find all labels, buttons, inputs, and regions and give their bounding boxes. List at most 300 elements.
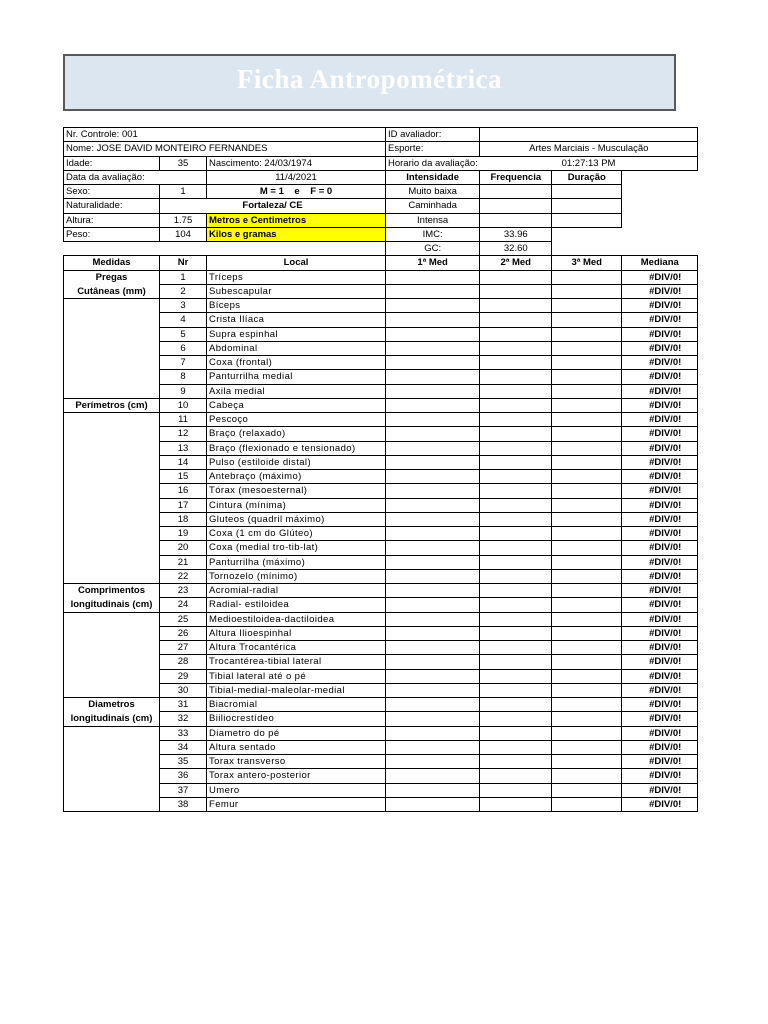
row-med1-input[interactable] xyxy=(386,427,480,441)
row-med1-input[interactable] xyxy=(386,683,480,697)
row-med3-input[interactable] xyxy=(552,327,622,341)
row-local: Axila medial xyxy=(207,384,386,398)
row-med2-input[interactable] xyxy=(480,797,552,811)
table-row xyxy=(64,427,698,441)
header-mediana: Mediana xyxy=(622,256,698,270)
nome-label: Nome: JOSE DAVID MONTEIRO FERNANDES xyxy=(64,142,386,156)
row-mediana: #DIV/0! xyxy=(622,327,698,341)
group-cell xyxy=(64,641,160,655)
table-row xyxy=(64,555,698,569)
idade-value[interactable]: 35 xyxy=(160,156,207,170)
row-med3-input[interactable] xyxy=(552,769,622,783)
row-local: Coxa (frontal) xyxy=(207,356,386,370)
row-local: Braço (flexionado e tensionado) xyxy=(207,441,386,455)
row-nr: 25 xyxy=(160,612,207,626)
row-med2-input[interactable] xyxy=(480,427,552,441)
row-med3-input[interactable] xyxy=(552,584,622,598)
row-med3-input[interactable] xyxy=(552,598,622,612)
row-med1-input[interactable] xyxy=(386,783,480,797)
row-nr: 24 xyxy=(160,598,207,612)
header-row-sexo xyxy=(64,185,698,199)
row-mediana: #DIV/0! xyxy=(622,284,698,298)
row-med2-input[interactable] xyxy=(480,740,552,754)
row-nr: 10 xyxy=(160,398,207,412)
row-nr: 31 xyxy=(160,698,207,712)
group-perimetros-label: Perímetros (cm) xyxy=(64,398,160,412)
table-row xyxy=(64,740,698,754)
row-nr: 34 xyxy=(160,740,207,754)
row-med1-input[interactable] xyxy=(386,669,480,683)
row-mediana: #DIV/0! xyxy=(622,498,698,512)
row-med2-input[interactable] xyxy=(480,769,552,783)
row-local: Gluteos (quadril máximo) xyxy=(207,512,386,526)
row-nr: 15 xyxy=(160,470,207,484)
row-med1-input[interactable] xyxy=(386,598,480,612)
intensidade-caminhada: Caminhada xyxy=(386,199,480,213)
header-row-controle xyxy=(64,128,698,142)
sexo-label: Sexo: xyxy=(64,185,160,199)
row-med1-input[interactable] xyxy=(386,569,480,583)
horario-value[interactable]: 01:27:13 PM xyxy=(480,156,698,170)
row-local: Umero xyxy=(207,783,386,797)
row-med3-input[interactable] xyxy=(552,313,622,327)
header-row-naturalidade xyxy=(64,199,698,213)
row-nr: 32 xyxy=(160,712,207,726)
group-diametros-label-2: longitudinais (cm) xyxy=(64,712,160,726)
row-med2-input[interactable] xyxy=(480,313,552,327)
row-med3-input[interactable] xyxy=(552,626,622,640)
table-row xyxy=(64,299,698,313)
group-cell xyxy=(64,527,160,541)
group-cell xyxy=(64,612,160,626)
row-med3-input[interactable] xyxy=(552,755,622,769)
row-med2-input[interactable] xyxy=(480,683,552,697)
row-med1-input[interactable] xyxy=(386,498,480,512)
row-med3-input[interactable] xyxy=(552,299,622,313)
row-nr: 28 xyxy=(160,655,207,669)
group-cell xyxy=(64,441,160,455)
row-med2-input[interactable] xyxy=(480,584,552,598)
header-row-altura xyxy=(64,213,698,227)
row-nr: 3 xyxy=(160,299,207,313)
row-local: Bíceps xyxy=(207,299,386,313)
table-row xyxy=(64,598,698,612)
row-mediana: #DIV/0! xyxy=(622,512,698,526)
row-local: Crista Ilíaca xyxy=(207,313,386,327)
imc-value: 33.96 xyxy=(480,227,552,241)
row-med3-input[interactable] xyxy=(552,541,622,555)
header-nr: Nr xyxy=(160,256,207,270)
row-local: Cabeça xyxy=(207,398,386,412)
row-med3-input[interactable] xyxy=(552,398,622,412)
group-cell xyxy=(64,327,160,341)
header-row-data xyxy=(64,170,698,184)
row-local: Altura sentado xyxy=(207,740,386,754)
row-med1-input[interactable] xyxy=(386,441,480,455)
table-row xyxy=(64,313,698,327)
row-med3-input[interactable] xyxy=(552,484,622,498)
group-cell xyxy=(64,413,160,427)
row-med1-input[interactable] xyxy=(386,527,480,541)
row-local: Antebraço (máximo) xyxy=(207,470,386,484)
row-med2-input[interactable] xyxy=(480,555,552,569)
data-label: Data da avaliação: xyxy=(64,170,207,184)
row-med1-input[interactable] xyxy=(386,769,480,783)
row-med2-input[interactable] xyxy=(480,783,552,797)
gc-label: GC: xyxy=(386,242,480,256)
row-med1-input[interactable] xyxy=(386,726,480,740)
idade-label: Idade: xyxy=(64,156,160,170)
row-med2-input[interactable] xyxy=(480,641,552,655)
row-local: Tibial-medial-maleolar-medial xyxy=(207,683,386,697)
row-med2-input[interactable] xyxy=(480,470,552,484)
row-local: Coxa (medial tro-tib-lat) xyxy=(207,541,386,555)
esporte-value[interactable]: Artes Marciais - Musculação xyxy=(480,142,698,156)
row-local: Tríceps xyxy=(207,270,386,284)
row-med1-input[interactable] xyxy=(386,626,480,640)
table-row xyxy=(64,484,698,498)
table-row xyxy=(64,626,698,640)
group-cell xyxy=(64,484,160,498)
row-local: Altura Trocantérica xyxy=(207,641,386,655)
row-local: Radial- estiloidea xyxy=(207,598,386,612)
table-row xyxy=(64,755,698,769)
row-med2-input[interactable] xyxy=(480,712,552,726)
row-mediana: #DIV/0! xyxy=(622,641,698,655)
row-local: Supra espinhal xyxy=(207,327,386,341)
row-nr: 1 xyxy=(160,270,207,284)
anthropometric-sheet xyxy=(63,127,698,812)
naturalidade-value[interactable]: Fortaleza/ CE xyxy=(160,199,386,213)
sexo-value[interactable]: 1 xyxy=(160,185,207,199)
row-med1-input[interactable] xyxy=(386,455,480,469)
row-mediana: #DIV/0! xyxy=(622,655,698,669)
row-local: Pescoço xyxy=(207,413,386,427)
group-pregas-label-2: Cutâneas (mm) xyxy=(64,284,160,298)
table-row xyxy=(64,356,698,370)
altura-value[interactable]: 1.75 xyxy=(160,213,207,227)
row-mediana: #DIV/0! xyxy=(622,569,698,583)
group-cell xyxy=(64,299,160,313)
row-mediana: #DIV/0! xyxy=(622,341,698,355)
row-nr: 2 xyxy=(160,284,207,298)
row-med2-input[interactable] xyxy=(480,370,552,384)
row-med1-input[interactable] xyxy=(386,584,480,598)
row-local: Tibial lateral até o pé xyxy=(207,669,386,683)
row-mediana: #DIV/0! xyxy=(622,626,698,640)
row-med2-input[interactable] xyxy=(480,341,552,355)
row-med1-input[interactable] xyxy=(386,398,480,412)
row-med2-input[interactable] xyxy=(480,413,552,427)
row-med1-input[interactable] xyxy=(386,755,480,769)
row-med3-input[interactable] xyxy=(552,569,622,583)
row-med3-input[interactable] xyxy=(552,441,622,455)
row-med1-input[interactable] xyxy=(386,384,480,398)
table-row xyxy=(64,270,698,284)
row-mediana: #DIV/0! xyxy=(622,555,698,569)
row-med1-input[interactable] xyxy=(386,541,480,555)
table-row xyxy=(64,797,698,811)
row-mediana: #DIV/0! xyxy=(622,755,698,769)
row-mediana: #DIV/0! xyxy=(622,413,698,427)
header-row-nome xyxy=(64,142,698,156)
row-local: Abdominal xyxy=(207,341,386,355)
frequencia-intensa[interactable] xyxy=(480,213,552,227)
header-med3: 3ª Med xyxy=(552,256,622,270)
table-row xyxy=(64,498,698,512)
row-local: Diametro do pé xyxy=(207,726,386,740)
row-local: Torax antero-posterior xyxy=(207,769,386,783)
row-med3-input[interactable] xyxy=(552,455,622,469)
row-mediana: #DIV/0! xyxy=(622,584,698,598)
peso-unit: Kilos e gramas xyxy=(207,227,386,241)
row-med2-input[interactable] xyxy=(480,626,552,640)
row-med2-input[interactable] xyxy=(480,484,552,498)
row-med2-input[interactable] xyxy=(480,398,552,412)
group-comprimentos-label-2: longitudinais (cm) xyxy=(64,598,160,612)
row-med1-input[interactable] xyxy=(386,370,480,384)
row-nr: 8 xyxy=(160,370,207,384)
row-med3-input[interactable] xyxy=(552,284,622,298)
row-med3-input[interactable] xyxy=(552,427,622,441)
row-local: Cintura (mínima) xyxy=(207,498,386,512)
row-mediana: #DIV/0! xyxy=(622,313,698,327)
row-med2-input[interactable] xyxy=(480,655,552,669)
row-med3-input[interactable] xyxy=(552,698,622,712)
table-row xyxy=(64,683,698,697)
group-comprimentos-label-1: Comprimentos xyxy=(64,584,160,598)
row-nr: 29 xyxy=(160,669,207,683)
table-row xyxy=(64,327,698,341)
group-cell xyxy=(64,541,160,555)
row-med2-input[interactable] xyxy=(480,384,552,398)
duracao-intensa[interactable] xyxy=(552,213,622,227)
row-med3-input[interactable] xyxy=(552,683,622,697)
row-nr: 16 xyxy=(160,484,207,498)
table-row xyxy=(64,655,698,669)
frequencia-header: Frequencia xyxy=(480,170,552,184)
intensidade-header: Intensidade xyxy=(386,170,480,184)
group-cell xyxy=(64,555,160,569)
table-row xyxy=(64,669,698,683)
row-med1-input[interactable] xyxy=(386,284,480,298)
row-mediana: #DIV/0! xyxy=(622,797,698,811)
row-nr: 30 xyxy=(160,683,207,697)
row-med3-input[interactable] xyxy=(552,384,622,398)
row-med3-input[interactable] xyxy=(552,641,622,655)
row-med3-input[interactable] xyxy=(552,470,622,484)
row-med3-input[interactable] xyxy=(552,740,622,754)
row-nr: 26 xyxy=(160,626,207,640)
group-cell xyxy=(64,769,160,783)
row-med1-input[interactable] xyxy=(386,612,480,626)
row-local: Coxa (1 cm do Glúteo) xyxy=(207,527,386,541)
row-nr: 12 xyxy=(160,427,207,441)
group-cell xyxy=(64,755,160,769)
row-med2-input[interactable] xyxy=(480,512,552,526)
row-med2-input[interactable] xyxy=(480,669,552,683)
row-med2-input[interactable] xyxy=(480,455,552,469)
row-med2-input[interactable] xyxy=(480,569,552,583)
row-med3-input[interactable] xyxy=(552,370,622,384)
row-mediana: #DIV/0! xyxy=(622,299,698,313)
row-med2-input[interactable] xyxy=(480,270,552,284)
row-med2-input[interactable] xyxy=(480,755,552,769)
row-med3-input[interactable] xyxy=(552,498,622,512)
table-row xyxy=(64,512,698,526)
row-mediana: #DIV/0! xyxy=(622,712,698,726)
row-mediana: #DIV/0! xyxy=(622,527,698,541)
frequencia-muito-baixa[interactable] xyxy=(480,185,552,199)
controle-label: Nr. Controle: 001 xyxy=(64,128,386,142)
peso-label: Peso: xyxy=(64,227,160,241)
table-row xyxy=(64,470,698,484)
group-cell xyxy=(64,669,160,683)
row-local: Biiliocrestídeo xyxy=(207,712,386,726)
row-mediana: #DIV/0! xyxy=(622,726,698,740)
row-nr: 36 xyxy=(160,769,207,783)
row-nr: 14 xyxy=(160,455,207,469)
group-diametros-label-1: Diametros xyxy=(64,698,160,712)
group-cell xyxy=(64,455,160,469)
group-cell xyxy=(64,356,160,370)
row-med3-input[interactable] xyxy=(552,783,622,797)
row-med3-input[interactable] xyxy=(552,669,622,683)
row-med1-input[interactable] xyxy=(386,655,480,669)
row-med1-input[interactable] xyxy=(386,555,480,569)
row-med1-input[interactable] xyxy=(386,470,480,484)
intensidade-intensa: Intensa xyxy=(386,213,480,227)
row-med3-input[interactable] xyxy=(552,512,622,526)
row-med1-input[interactable] xyxy=(386,484,480,498)
row-med3-input[interactable] xyxy=(552,356,622,370)
row-mediana: #DIV/0! xyxy=(622,427,698,441)
group-cell xyxy=(64,655,160,669)
table-row xyxy=(64,398,698,412)
row-local: Tornozelo (mínimo) xyxy=(207,569,386,583)
table-row xyxy=(64,769,698,783)
row-med3-input[interactable] xyxy=(552,341,622,355)
intensidade-muito-baixa: Muito baixa xyxy=(386,185,480,199)
row-nr: 6 xyxy=(160,341,207,355)
row-mediana: #DIV/0! xyxy=(622,541,698,555)
row-med1-input[interactable] xyxy=(386,740,480,754)
row-nr: 11 xyxy=(160,413,207,427)
table-row xyxy=(64,641,698,655)
row-med3-input[interactable] xyxy=(552,612,622,626)
table-row xyxy=(64,384,698,398)
row-med1-input[interactable] xyxy=(386,341,480,355)
row-med1-input[interactable] xyxy=(386,641,480,655)
group-cell xyxy=(64,569,160,583)
row-nr: 5 xyxy=(160,327,207,341)
row-med3-input[interactable] xyxy=(552,413,622,427)
row-med2-input[interactable] xyxy=(480,327,552,341)
row-med2-input[interactable] xyxy=(480,356,552,370)
header-med2: 2ª Med xyxy=(480,256,552,270)
table-row xyxy=(64,584,698,598)
duracao-caminhada[interactable] xyxy=(552,199,622,213)
row-med3-input[interactable] xyxy=(552,655,622,669)
row-med2-input[interactable] xyxy=(480,527,552,541)
row-med1-input[interactable] xyxy=(386,356,480,370)
group-cell xyxy=(64,740,160,754)
row-med2-input[interactable] xyxy=(480,498,552,512)
row-med1-input[interactable] xyxy=(386,698,480,712)
row-local: Femur xyxy=(207,797,386,811)
group-cell xyxy=(64,427,160,441)
group-cell xyxy=(64,797,160,811)
row-nr: 4 xyxy=(160,313,207,327)
group-cell xyxy=(64,783,160,797)
altura-unit: Metros e Centimetros xyxy=(207,213,386,227)
nascimento-label: Nascimento: 24/03/1974 xyxy=(207,156,386,170)
row-mediana: #DIV/0! xyxy=(622,612,698,626)
row-med1-input[interactable] xyxy=(386,327,480,341)
row-med1-input[interactable] xyxy=(386,313,480,327)
row-med2-input[interactable] xyxy=(480,299,552,313)
row-med1-input[interactable] xyxy=(386,712,480,726)
table-row xyxy=(64,612,698,626)
group-cell xyxy=(64,498,160,512)
row-mediana: #DIV/0! xyxy=(622,398,698,412)
row-mediana: #DIV/0! xyxy=(622,384,698,398)
row-med2-input[interactable] xyxy=(480,598,552,612)
row-med3-input[interactable] xyxy=(552,527,622,541)
row-nr: 35 xyxy=(160,755,207,769)
row-mediana: #DIV/0! xyxy=(622,740,698,754)
row-nr: 18 xyxy=(160,512,207,526)
peso-value[interactable]: 104 xyxy=(160,227,207,241)
row-local: Biacromial xyxy=(207,698,386,712)
row-med3-input[interactable] xyxy=(552,712,622,726)
row-med1-input[interactable] xyxy=(386,413,480,427)
group-pregas-label-1: Pregas xyxy=(64,270,160,284)
row-med3-input[interactable] xyxy=(552,726,622,740)
duracao-muito-baixa[interactable] xyxy=(552,185,622,199)
row-med2-input[interactable] xyxy=(480,726,552,740)
row-nr: 37 xyxy=(160,783,207,797)
row-med1-input[interactable] xyxy=(386,512,480,526)
frequencia-caminhada[interactable] xyxy=(480,199,552,213)
row-med2-input[interactable] xyxy=(480,284,552,298)
group-cell xyxy=(64,370,160,384)
row-med1-input[interactable] xyxy=(386,270,480,284)
id-avaliador-value[interactable] xyxy=(480,128,698,142)
header-med1: 1ª Med xyxy=(386,256,480,270)
row-med2-input[interactable] xyxy=(480,698,552,712)
row-med2-input[interactable] xyxy=(480,441,552,455)
row-mediana: #DIV/0! xyxy=(622,370,698,384)
row-med3-input[interactable] xyxy=(552,555,622,569)
row-med1-input[interactable] xyxy=(386,797,480,811)
row-mediana: #DIV/0! xyxy=(622,783,698,797)
row-med3-input[interactable] xyxy=(552,797,622,811)
measurements-header-row xyxy=(64,256,698,270)
header-medidas: Medidas xyxy=(64,256,160,270)
group-cell xyxy=(64,470,160,484)
row-med2-input[interactable] xyxy=(480,612,552,626)
row-med1-input[interactable] xyxy=(386,299,480,313)
row-med2-input[interactable] xyxy=(480,541,552,555)
row-local: Panturrilha (máximo) xyxy=(207,555,386,569)
row-med3-input[interactable] xyxy=(552,270,622,284)
header-row-idade xyxy=(64,156,698,170)
row-local: Panturrilha medial xyxy=(207,370,386,384)
data-value[interactable]: 11/4/2021 xyxy=(207,170,386,184)
row-local: Pulso (estiloide distal) xyxy=(207,455,386,469)
group-cell xyxy=(64,341,160,355)
